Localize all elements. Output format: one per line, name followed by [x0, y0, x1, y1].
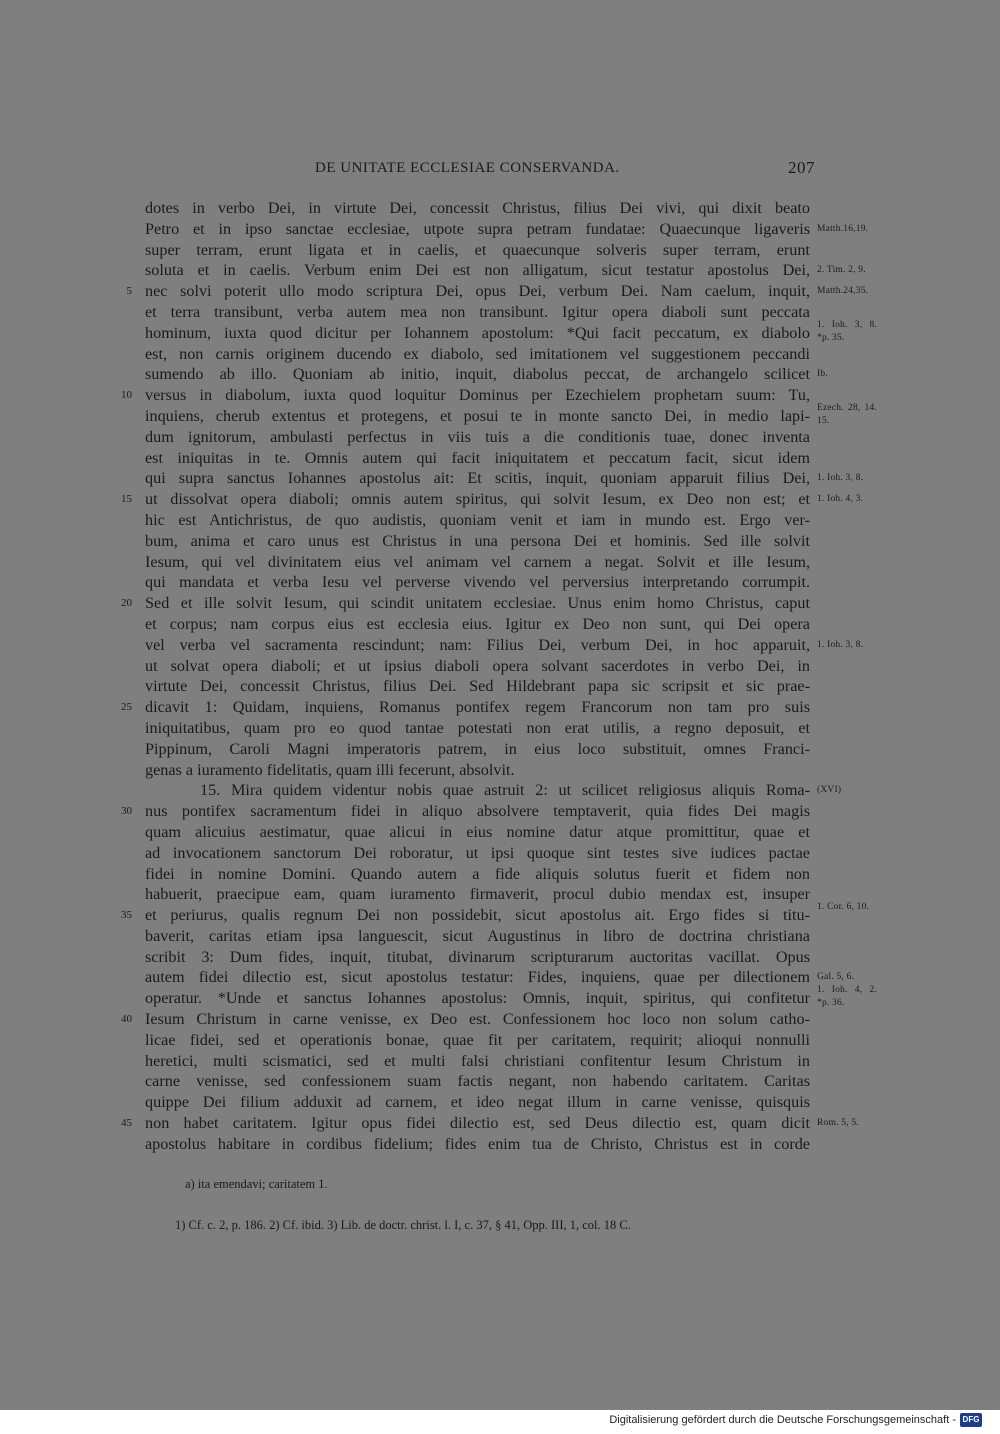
- line-text: habuerit, praecipue eam, quam iuramento firmaverit, procul dubio mendax est, insuper: [145, 885, 810, 904]
- text-line: [145, 219, 869, 240]
- text-line: [145, 364, 828, 385]
- line-text: inquiens, cherub extentus et protegens, et posui te in monte sancto Dei, in medio lapi-: [145, 406, 810, 425]
- text-line: [121, 697, 810, 718]
- text-line: [145, 947, 810, 968]
- line-text: carne venisse, sed confessionem suam factis negant, non habendo caritatem. Caritas: [145, 1072, 810, 1091]
- line-text: hominum, iuxta quod dicitur per Iohannem apostolum: *Qui facit peccatum, ex diabolo: [145, 323, 810, 342]
- line-text: ad invocationem sanctorum Dei roboratur, ut ipsi quoque sint testes sive iudices pactae: [145, 843, 810, 862]
- line-text: est, non carnis originem ducendo ex diabolo, sed imitationem vel suggestionem peccandi: [145, 344, 810, 363]
- line-text: heretici, multi scismatici, sed et multi falsi christiani confitentur Iesum Christum in: [145, 1051, 810, 1070]
- line-text: qui mandata et verba Iesu vel perverse vivendo vel perversius interpretando corrumpit.: [145, 573, 810, 592]
- line-text: bum, anima et caro unus est Christus in una persona Dei et hominis. Sed ille solvit: [145, 531, 810, 550]
- text-line: [145, 780, 842, 801]
- text-line: [145, 402, 877, 427]
- line-text: baverit, caritas etiam ipsa languescit, sicut Augustinus in libro de doctrina christiana: [145, 926, 810, 945]
- main-text: [121, 198, 877, 1155]
- line-text: iniquitatibus, quam pro eo quod tantae potestati non erat utilis, a regno deposuit, et: [145, 718, 810, 737]
- line-number: 15: [121, 493, 132, 506]
- line-text: hic est Antichristus, de quo audistis, quoniam venit et iam in mundo est. Ergo ver-: [145, 510, 810, 529]
- text-line: [145, 614, 810, 635]
- text-line: [145, 843, 810, 864]
- margin-reference: 1. Ioh. 4, 3.: [817, 494, 864, 505]
- text-line: [121, 489, 864, 510]
- text-line: [145, 1134, 810, 1155]
- text-line: [145, 676, 810, 697]
- text-line: [121, 593, 810, 614]
- page-number: 207: [788, 158, 815, 177]
- line-text: genas a iuramento fidelitatis, quam illi fecerunt, absolvit.: [145, 760, 515, 779]
- line-text: versus in diabolum, iuxta quod loquitur Dominus per Ezechielem prophetam suum: Tu,: [145, 386, 810, 405]
- dfg-logo: DFG: [960, 1413, 982, 1427]
- line-text: nus pontifex sacramentum fidei in aliquo absolvere temptaverit, quia fides Dei magis: [145, 802, 810, 821]
- line-text: Iesum Christum in carne venisse, ex Deo est. Confessionem hoc loco non solum catho-: [145, 1010, 810, 1029]
- text-line: [145, 718, 810, 739]
- line-text: et corpus; nam corpus eius est ecclesia eius. Igitur ex Deo non sunt, qui Dei opera: [145, 614, 810, 633]
- text-line: [145, 552, 810, 573]
- line-text: super terram, erunt ligata et in caelis, et quaecunque solveris super terram, erunt: [145, 240, 810, 259]
- line-text: 15. Mira quidem videntur nobis quae astruit 2: ut scilicet religiosus aliquis Roma-: [200, 781, 810, 800]
- text-line: [145, 822, 810, 843]
- text-line: [145, 635, 864, 656]
- line-text: quippe Dei filium adduxit ad carnem, et ideo negat illum in carne venisse, quisquis: [145, 1093, 810, 1112]
- line-number: 45: [121, 1117, 132, 1130]
- text-line: [145, 510, 810, 531]
- running-title: DE UNITATE ECCLESIAE CONSERVANDA.: [315, 160, 620, 176]
- line-text: non habet caritatem. Igitur opus fidei dilectio est, sed Deus dilectio est, quam dicit: [145, 1114, 810, 1133]
- text-line: [121, 902, 870, 926]
- line-number: 30: [121, 805, 132, 818]
- text-line: [145, 468, 864, 489]
- margin-reference: Gal. 5, 6.: [817, 972, 855, 983]
- line-text: operatur. *Unde et sanctus Iohannes apostolus: Omnis, inquit, spiritus, qui confitetur: [145, 989, 810, 1008]
- margin-reference: Ib.: [817, 369, 828, 380]
- text-line: [145, 967, 855, 988]
- line-text: ut solvat opera diaboli; et ut ipsius diaboli opera solvant sacerdotes in verbo Dei, in: [145, 656, 810, 675]
- line-number: 35: [121, 909, 132, 922]
- margin-reference: 1. Ioh. 3, 8.: [817, 639, 864, 650]
- line-text: dicavit 1: Quidam, inquiens, Romanus pontifex regem Francorum non tam pro suis: [145, 698, 810, 717]
- text-line: [145, 302, 810, 323]
- line-text: virtute Dei, concessit Christus, filius Dei. Sed Hildebrant papa sic scripsit et sic prae-: [145, 677, 810, 696]
- text-line: [145, 985, 877, 1009]
- line-number: 5: [126, 285, 132, 298]
- text-line: [145, 884, 810, 905]
- line-text: autem fidei dilectio est, sicut apostolus testatur: Fides, inquiens, quae per dilectionem: [145, 968, 810, 987]
- text-line: [126, 281, 869, 302]
- line-number: 40: [121, 1013, 132, 1026]
- critical-note: a) ita emendavi; caritatem 1.: [185, 1177, 328, 1191]
- text-line: [145, 260, 866, 281]
- line-text: et terra transibunt, verba autem mea non transibunt. Igitur opera diaboli sunt peccata: [145, 302, 810, 321]
- line-text: dum ignitorum, ambulasti perfectus in viis tuis a die conditionis tuae, donec inventa: [145, 427, 810, 446]
- text-line: [145, 1051, 810, 1072]
- line-text: fidei in nomine Domini. Quando autem a fide aliquis solutus fuerit et fidem non: [145, 864, 810, 883]
- text-line: [145, 656, 810, 677]
- line-text: et periurus, qualis regnum Dei non possidebit, sicut apostolus ait. Ergo fides si titu-: [145, 906, 810, 925]
- line-number: 25: [121, 701, 132, 714]
- line-text: apostolus habitare in cordibus fidelium; fides enim tua de Christo, Christus est in corde: [145, 1134, 810, 1153]
- line-number: 20: [121, 597, 132, 610]
- text-line: [145, 240, 810, 261]
- text-line: [121, 1113, 859, 1134]
- text-line: [145, 739, 810, 760]
- text-line: [145, 760, 810, 781]
- text-line: [145, 427, 810, 448]
- margin-reference: Matth.24,35.: [817, 286, 869, 297]
- text-line: [145, 319, 877, 344]
- line-text: vel verba vel sacramenta rescindunt; nam: Filius Dei, verbum Dei, in hoc apparuit,: [145, 635, 810, 654]
- margin-reference: 2. Tim. 2, 9.: [817, 265, 866, 276]
- margin-reference: (XVI): [817, 785, 842, 796]
- line-text: Sed et ille solvit Iesum, qui scindit unitatem ecclesiae. Unus enim homo Christus, caput: [145, 594, 810, 613]
- credit-text: Digitalisierung gefördert durch die Deutsche Forschungsgemeinschaft -: [609, 1414, 956, 1426]
- margin-reference: 1. Ioh. 3, 8. *p. 35.: [817, 319, 877, 343]
- text-line: [145, 344, 810, 365]
- text-line: [121, 385, 810, 406]
- text-line: [145, 448, 810, 469]
- margin-reference: Rom. 5, 5.: [817, 1118, 859, 1129]
- margin-reference: 1. Ioh. 3, 8.: [817, 473, 864, 484]
- line-text: licae fidei, sed et operationis bonae, quae fit per caritatem, requirit; alioqui nonnulli: [145, 1030, 810, 1049]
- line-text: sumendo ab illo. Quoniam ab initio, inquit, diabolus peccat, de archangelo scilicet: [145, 365, 810, 384]
- text-line: [145, 1030, 810, 1051]
- text-line: [145, 1092, 810, 1113]
- digitization-credit: [609, 1413, 982, 1427]
- text-line: [145, 864, 810, 885]
- line-text: nec solvi poterit ullo modo scriptura Dei, opus Dei, verbum Dei. Nam caelum, inquit,: [145, 282, 810, 301]
- line-text: quam alicuius aestimatur, quae alicui in eius nomine datur atque promittitur, quae et: [145, 822, 810, 841]
- line-text: Petro et in ipso sanctae ecclesiae, utpote supra petram fundatae: Quaecunque ligaveris: [145, 219, 810, 238]
- line-text: ut dissolvat opera diaboli; omnis autem spiritus, qui solvit Iesum, ex Deo non est; et: [145, 490, 810, 509]
- line-text: scribit 3: Dum fides, inquit, titubat, divinarum scripturarum auctoritas vacillat. Opus: [145, 947, 810, 966]
- line-text: Pippinum, Caroli Magni imperatoris patrem, in eius loco substituit, omnes Franci-: [145, 739, 810, 758]
- margin-reference: Ezech. 28, 14. 15.: [817, 402, 877, 426]
- line-text: soluta et in caelis. Verbum enim Dei est non alligatum, sicut testatur apostolus Dei,: [145, 261, 810, 280]
- source-notes: 1) Cf. c. 2, p. 186. 2) Cf. ibid. 3) Lib. de doctr. christ. l. I, c. 37, § 41, Opp. III, 1, col. 18 C.: [175, 1218, 631, 1232]
- line-text: est iniquitas in te. Omnis autem qui facit iniquitatem et peccatum facit, sicut idem: [145, 448, 810, 467]
- text-line: [145, 926, 810, 947]
- text-line: [145, 198, 810, 219]
- line-number: 10: [121, 389, 132, 402]
- margin-reference: 1. Cor. 6, 10.: [817, 902, 870, 913]
- text-line: [145, 572, 810, 593]
- text-line: [145, 1071, 810, 1092]
- margin-reference: 1. Ioh. 4, 2. *p. 36.: [817, 985, 877, 1009]
- margin-reference: Matth.16,19.: [817, 223, 869, 234]
- text-line: [145, 531, 810, 552]
- text-line: [121, 1009, 810, 1030]
- text-line: [121, 801, 810, 822]
- line-text: Iesum, qui vel divinitatem eius vel animam vel carnem a negat. Solvit et ille Iesum,: [145, 552, 810, 571]
- line-text: qui supra sanctus Iohannes apostolus ait: Et scitis, inquit, quoniam apparuit filius Dei,: [145, 469, 810, 488]
- line-text: dotes in verbo Dei, in virtute Dei, concessit Christus, filius Dei vivi, qui dixit beato: [145, 199, 810, 217]
